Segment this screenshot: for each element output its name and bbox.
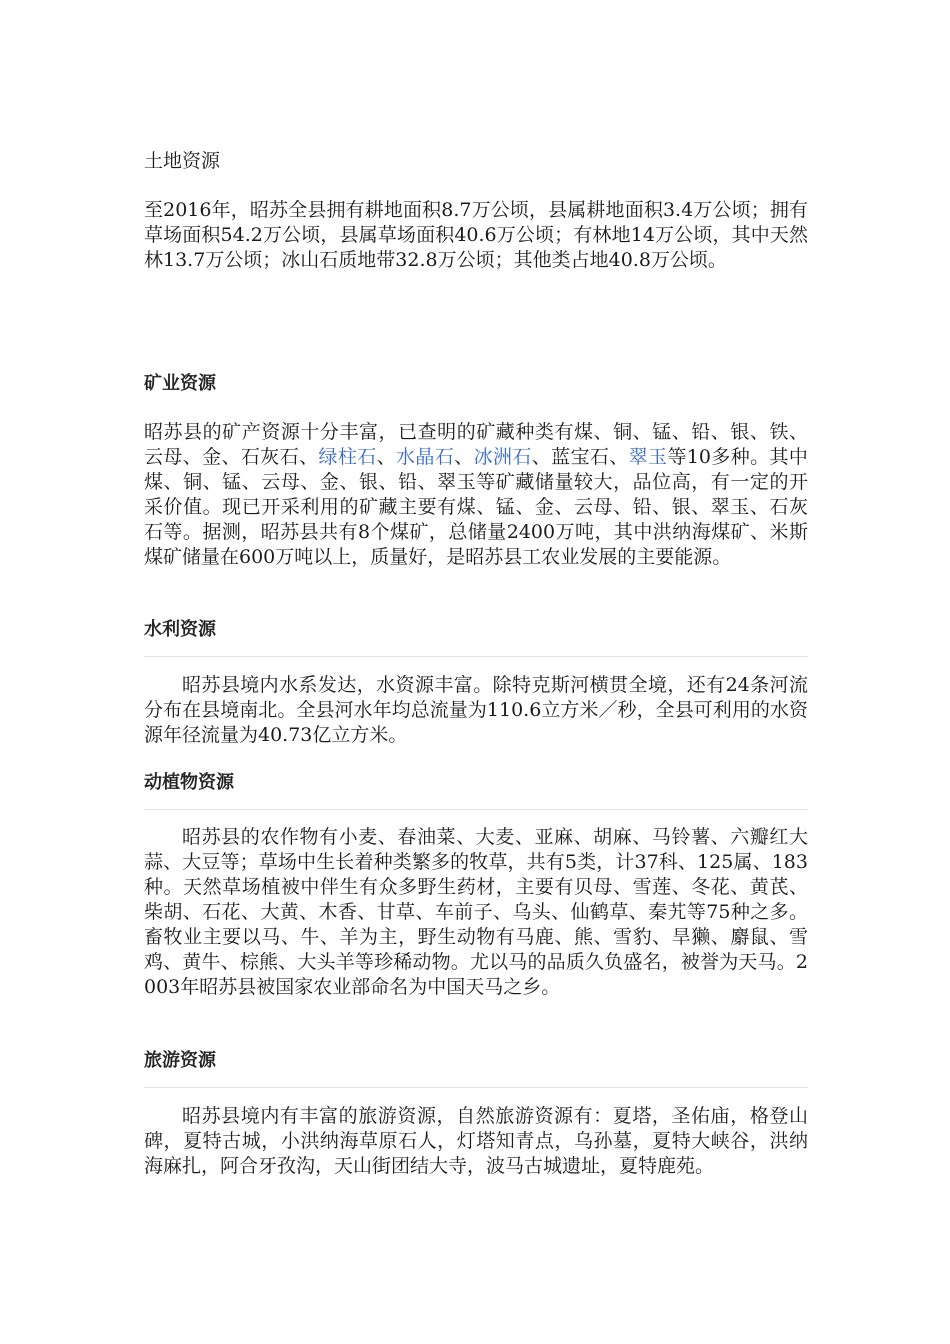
jade-link[interactable]: 翠玉: [628, 446, 668, 468]
mining-text-part2: 、蓝宝石、: [531, 446, 629, 468]
flora-fauna-section-divider: [144, 809, 808, 810]
water-resources-heading: 水利资源: [144, 619, 216, 640]
crystal-link[interactable]: 水晶石: [396, 446, 455, 468]
mining-separator: 、: [454, 446, 474, 468]
iceland-spar-link[interactable]: 冰洲石: [473, 446, 532, 468]
land-resources-heading: 土地资源: [144, 150, 221, 172]
flora-fauna-resources-paragraph: 昭苏县的农作物有小麦、春油菜、大麦、亚麻、胡麻、马铃薯、六瓣红大蒜、大豆等；草场中生长着种类繁多的牧草，共有5类，计37科、125属、183种。天然草场植被中伴生有众多野生药材，主要有贝母、雪莲、冬花、黄芪、柴胡、石花、大黄、木香、甘草、车前子、乌头、仙鹤草、秦艽等75种之多。畜牧业主要以马、牛、羊为主，野生动物有马鹿、熊、雪豹、旱獭、麝鼠、雪鸡、黄牛、棕熊、大头羊等珍稀动物。尤以马的品质久负盛名，被誉为天马。2003年昭苏县被国家农业部命名为中国天马之乡。: [144, 826, 808, 998]
flora-fauna-resources-heading: 动植物资源: [144, 772, 234, 793]
mining-text-part1: 昭苏县的矿产资源十分丰富，已查明的矿藏种类有煤、铜、锰、铅、银、铁、云母、金、石灰石、: [144, 421, 808, 468]
mining-separator: 、: [376, 446, 397, 468]
mining-resources-heading: 矿业资源: [144, 373, 216, 394]
land-resources-paragraph: 至2016年，昭苏全县拥有耕地面积8.7万公顷，县属耕地面积3.4万公顷；拥有草场面积54.2万公顷，县属草场面积40.6万公顷；有林地14万公顷，其中天然林13.7万公顷；冰山石质地带32.8万公顷；其他类占地40.8万公顷。: [144, 199, 808, 271]
beryl-link[interactable]: 绿柱石: [318, 446, 377, 468]
water-section-divider: [144, 656, 808, 657]
tourism-resources-heading: 旅游资源: [144, 1050, 216, 1071]
tourism-resources-paragraph: 昭苏县境内有丰富的旅游资源，自然旅游资源有：夏塔，圣佑庙，格登山碑，夏特古城，小洪纳海草原石人，灯塔知青点，乌孙墓，夏特大峡谷，洪纳海麻扎，阿合牙孜沟，天山街团结大寺，波马古城遗址，夏特鹿苑。: [144, 1105, 808, 1177]
water-resources-paragraph: 昭苏县境内水系发达，水资源丰富。除特克斯河横贯全境，还有24条河流分布在县境南北。全县河水年均总流量为110.6立方米／秒，全县可利用的水资源年径流量为40.73亿立方米。: [144, 674, 808, 746]
tourism-section-divider: [144, 1087, 808, 1088]
mining-resources-paragraph: [144, 420, 808, 570]
mining-text-part3: 等10多种。其中煤、铜、锰、云母、金、银、铅、翠玉等矿藏储量较大，品位高，有一定的开采价值。现已开采利用的矿藏主要有煤、锰、金、云母、铅、银、翠玉、石灰石等。据测，昭苏县共有8个煤矿，总储量2400万吨，其中洪纳海煤矿、米斯煤矿储量在600万吨以上，质量好，是昭苏县工农业发展的主要能源。: [144, 446, 808, 568]
